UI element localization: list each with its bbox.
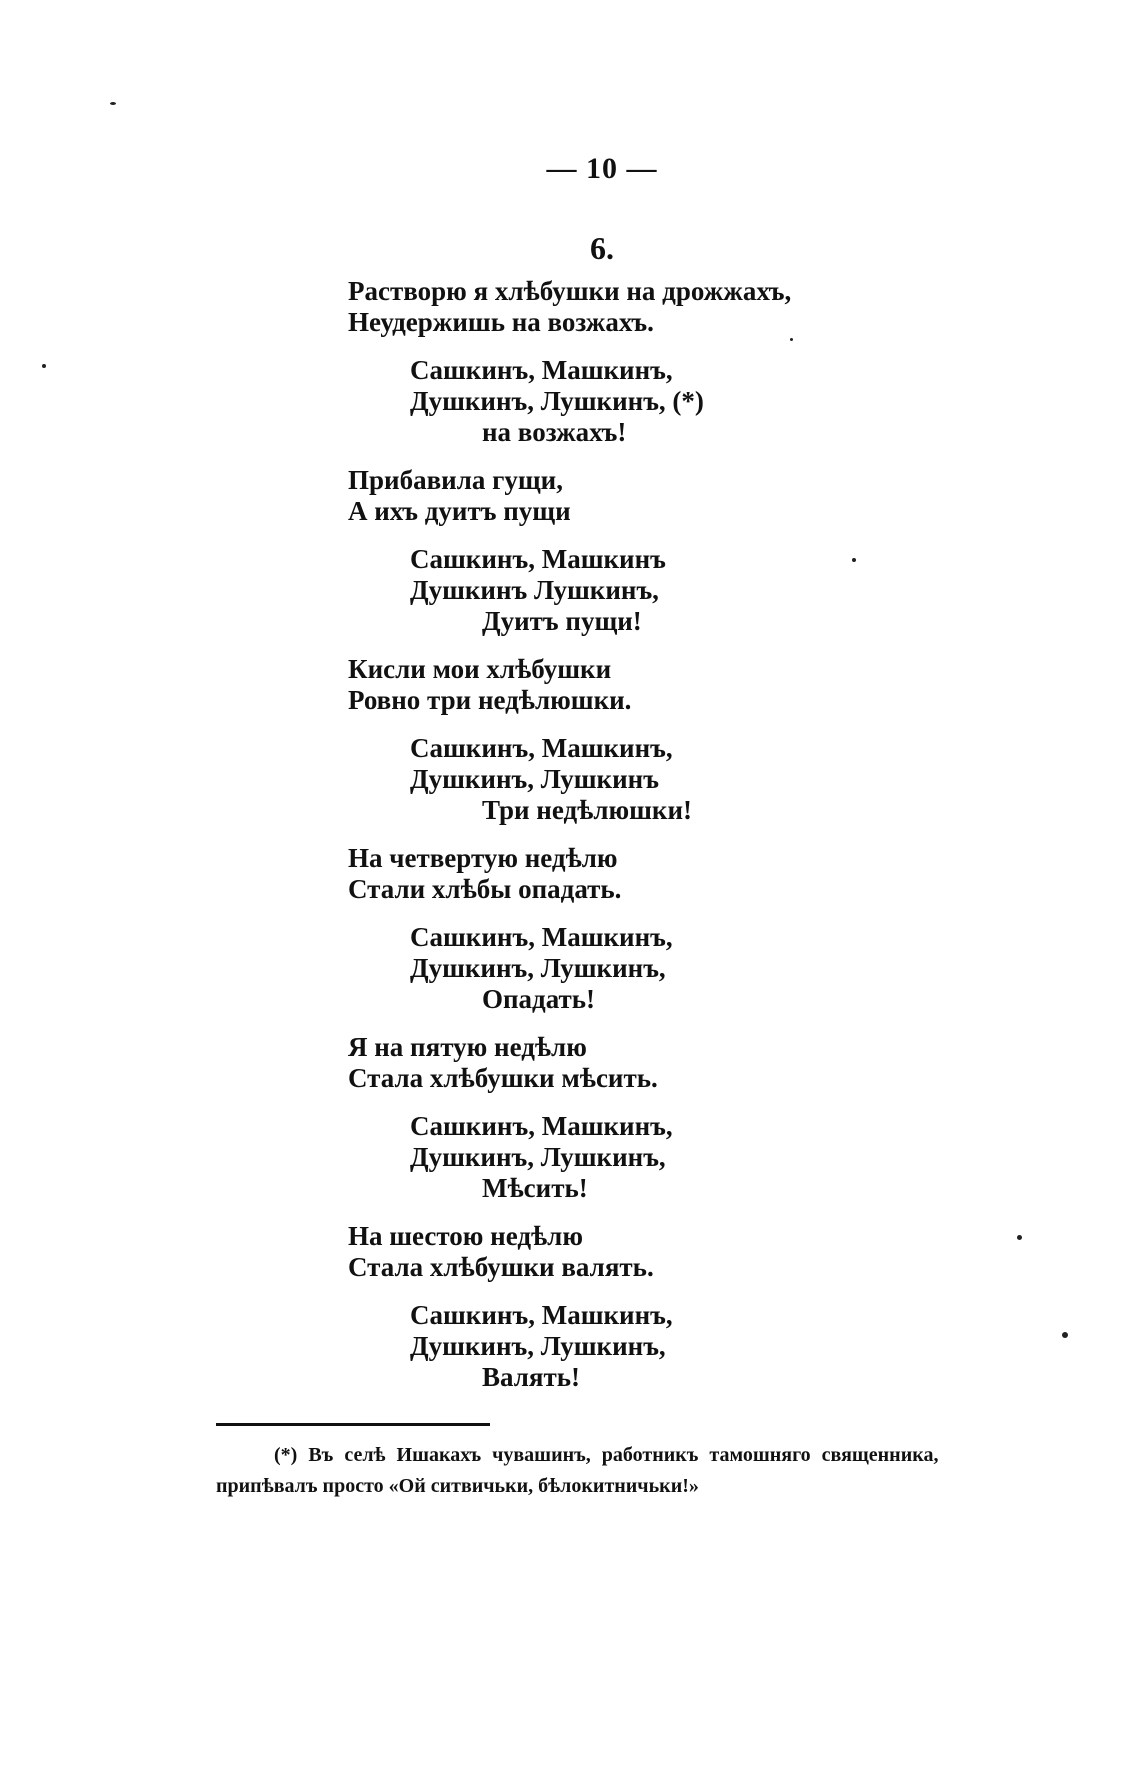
verse-line: Ровно три недѣлюшки. <box>348 685 632 715</box>
refrain-line: Мѣсить! <box>482 1173 588 1203</box>
stanza <box>348 465 868 527</box>
scan-speck <box>110 102 116 105</box>
refrain <box>410 1111 868 1204</box>
stanza <box>348 1032 868 1094</box>
verse-line: А ихъ дуитъ пущи <box>348 496 571 526</box>
verse-line: Я на пятую недѣлю <box>348 1032 587 1062</box>
refrain <box>410 1300 868 1393</box>
verse-line: Кисли мои хлѣбушки <box>348 654 612 684</box>
scan-speck <box>852 558 856 562</box>
refrain <box>410 355 868 448</box>
refrain-line: Валять! <box>482 1362 581 1392</box>
refrain-line: Душкинъ, Лушкинъ, <box>410 953 666 983</box>
refrain <box>410 922 868 1015</box>
footnote <box>216 1440 1021 1502</box>
stanza <box>348 1221 868 1283</box>
scan-speck <box>1062 1332 1068 1338</box>
footnote-line: припѣвалъ просто «Ой ситвичьки, бѣлокитничьки!» <box>216 1475 699 1497</box>
refrain-line: Душкинъ, Лушкинъ, <box>410 1142 666 1172</box>
refrain-line: Сашкинъ, Машкинъ <box>410 544 666 574</box>
verse-line: Прибавила гущи, <box>348 465 563 495</box>
page-number: — 10 — <box>546 152 658 185</box>
stanza <box>348 654 868 716</box>
poem <box>348 276 868 1410</box>
refrain-line: Сашкинъ, Машкинъ, <box>410 1111 673 1141</box>
refrain <box>410 733 868 826</box>
refrain-line: Душкинъ, Лушкинъ, <box>410 1331 666 1361</box>
refrain-line: Сашкинъ, Машкинъ, <box>410 733 673 763</box>
refrain <box>410 544 868 637</box>
verse-line: Стали хлѣбы опадать. <box>348 874 622 904</box>
refrain-line: Сашкинъ, Машкинъ, <box>410 1300 673 1330</box>
footnote-divider <box>216 1423 490 1426</box>
stanza <box>348 843 868 905</box>
verse-line: Неудержишь на возжахъ. <box>348 307 654 337</box>
verse-line: На четвертую недѣлю <box>348 843 618 873</box>
refrain-line: Душкинъ, Лушкинъ, (*) <box>410 386 704 416</box>
verse-line: Стала хлѣбушки мѣсить. <box>348 1063 658 1093</box>
scan-speck <box>790 338 793 341</box>
refrain-line: Сашкинъ, Машкинъ, <box>410 922 673 952</box>
scan-speck <box>42 364 46 368</box>
refrain-line: Душкинъ Лушкинъ, <box>410 575 659 605</box>
refrain-line: Душкинъ, Лушкинъ <box>410 764 659 794</box>
scan-speck <box>1017 1235 1022 1240</box>
refrain-line: Три недѣлюшки! <box>482 795 693 825</box>
verse-line: На шестою недѣлю <box>348 1221 583 1251</box>
refrain-line: на возжахъ! <box>482 417 627 447</box>
song-number: 6. <box>590 230 614 266</box>
verse-line: Стала хлѣбушки валять. <box>348 1252 654 1282</box>
verse-line: Растворю я хлѣбушки на дрожжахъ, <box>348 276 792 306</box>
footnote-line: (*) Въ селѣ Ишакахъ чувашинъ, работникъ тамошняго священника, <box>274 1444 939 1466</box>
refrain-line: Дуитъ пущи! <box>482 606 642 636</box>
stanza <box>348 276 868 338</box>
refrain-line: Сашкинъ, Машкинъ, <box>410 355 673 385</box>
refrain-line: Опадать! <box>482 984 596 1014</box>
